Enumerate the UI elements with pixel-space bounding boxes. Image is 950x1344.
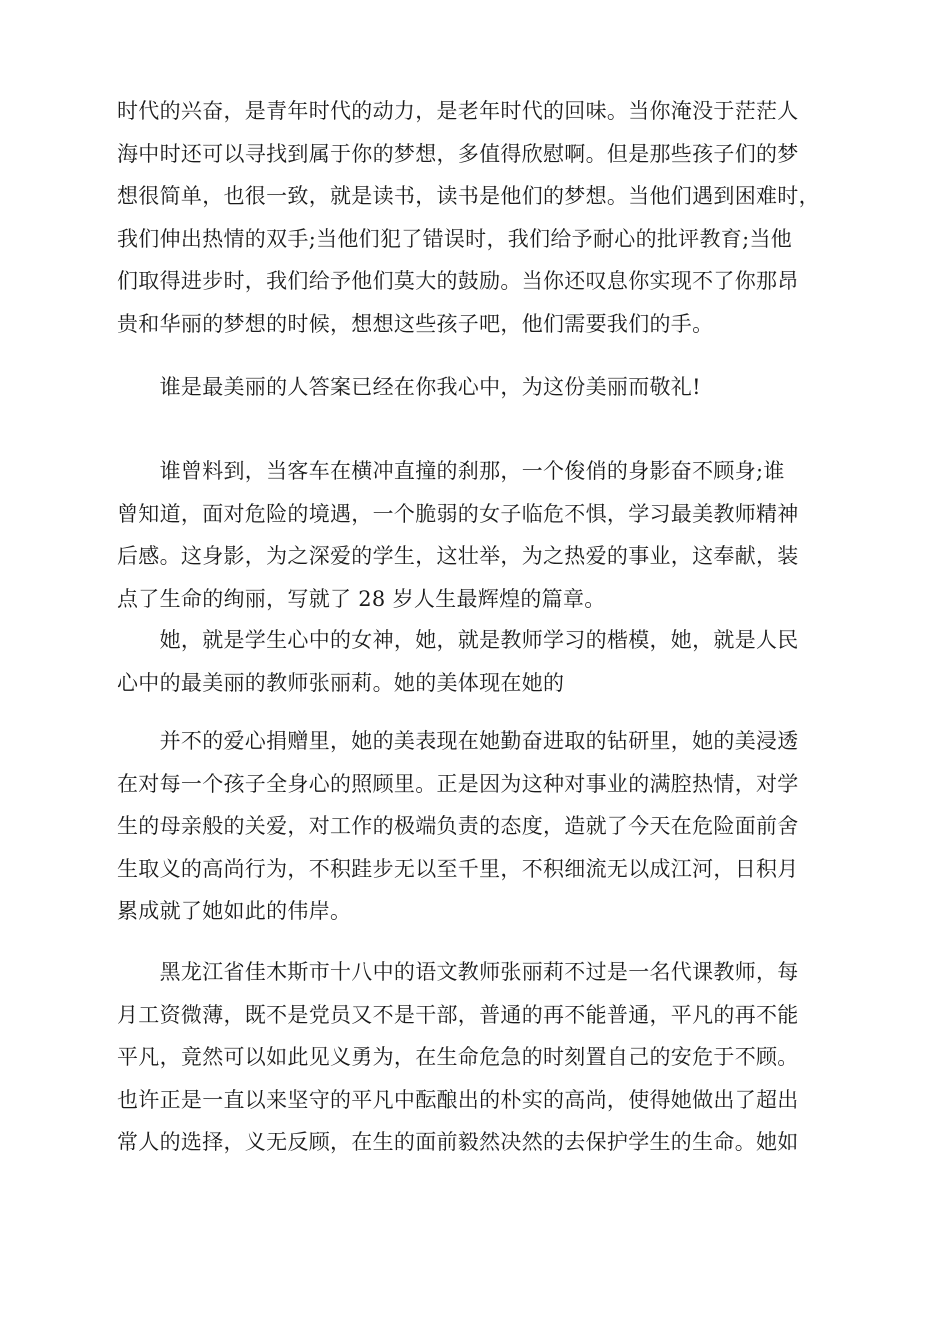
paragraph-line: 平凡，竟然可以如此见义勇为，在生命危急的时刻置自己的安危于不顾。 <box>117 1045 799 1069</box>
paragraph-line: 想很简单，也很一致，就是读书，读书是他们的梦想。当他们遇到困难时， <box>117 184 820 208</box>
paragraph-line: 海中时还可以寻找到属于你的梦想，多值得欣慰啊。但是那些孩子们的梦 <box>117 141 799 166</box>
paragraph-line: 累成就了她如此的伟岸。 <box>117 899 352 923</box>
paragraph-4 <box>117 619 842 704</box>
paragraph-line: 曾知道，面对危险的境遇，一个脆弱的女子临危不惧，学习最美教师精神 <box>117 501 799 526</box>
paragraph-line: 们取得进步时，我们给予他们莫大的鼓励。当你还叹息你实现不了你那昂 <box>117 269 799 293</box>
paragraph-line: 后感。这身影，为之深爱的学生，这壮举，为之热爱的事业，这奉献，装 <box>117 544 799 568</box>
paragraph-line: 并不的爱心捐赠里，她的美表现在她勤奋进取的钻研里，她的美浸透 <box>117 729 799 753</box>
paragraph-6 <box>117 951 842 1164</box>
paragraph-2 <box>117 366 842 409</box>
paragraph-1 <box>117 90 842 345</box>
paragraph-line: 点了生命的绚丽，写就了 28 岁人生最辉煌的篇章。 <box>117 586 606 611</box>
paragraph-line: 我们伸出热情的双手;当他们犯了错误时，我们给予耐心的批评教育;当他 <box>117 226 793 251</box>
paragraph-line: 她，就是学生心中的女神，她，就是教师学习的楷模，她，就是人民 <box>117 628 799 652</box>
paragraph-line: 贵和华丽的梦想的时候，想想这些孩子吧，他们需要我们的手。 <box>117 311 714 336</box>
paragraph-3 <box>117 450 842 620</box>
paragraph-line: 时代的兴奋，是青年时代的动力，是老年时代的回味。当你淹没于茫茫人 <box>117 99 799 123</box>
paragraph-line: 也许正是一直以来坚守的平凡中酝酿出的朴实的高尚，使得她做出了超出 <box>117 1087 799 1112</box>
paragraph-line: 月工资微薄，既不是党员又不是干部，普通的再不能普通，平凡的再不能 <box>117 1002 799 1027</box>
paragraph-line: 常人的选择，义无反顾，在生的面前毅然决然的去保护学生的生命。她如 <box>117 1130 799 1154</box>
paragraph-line: 心中的最美丽的教师张丽莉。她的美体现在她的 <box>117 670 565 695</box>
paragraph-line: 谁曾料到，当客车在横冲直撞的刹那，一个俊俏的身影奋不顾身;谁 <box>117 459 785 483</box>
paragraph-5 <box>117 720 842 933</box>
paragraph-line: 生取义的高尚行为，不积跬步无以至千里，不积细流无以成江河，日积月 <box>117 856 799 881</box>
paragraph-line: 生的母亲般的关爱，对工作的极端负责的态度，造就了今天在危险面前舍 <box>117 814 799 838</box>
paragraph-line: 在对每一个孩子全身心的照顾里。正是因为这种对事业的满腔热情，对学 <box>117 771 799 796</box>
paragraph-line: 谁是最美丽的人答案已经在你我心中，为这份美丽而敬礼! <box>117 375 701 399</box>
paragraph-line: 黑龙江省佳木斯市十八中的语文教师张丽莉不过是一名代课教师，每 <box>117 960 799 984</box>
